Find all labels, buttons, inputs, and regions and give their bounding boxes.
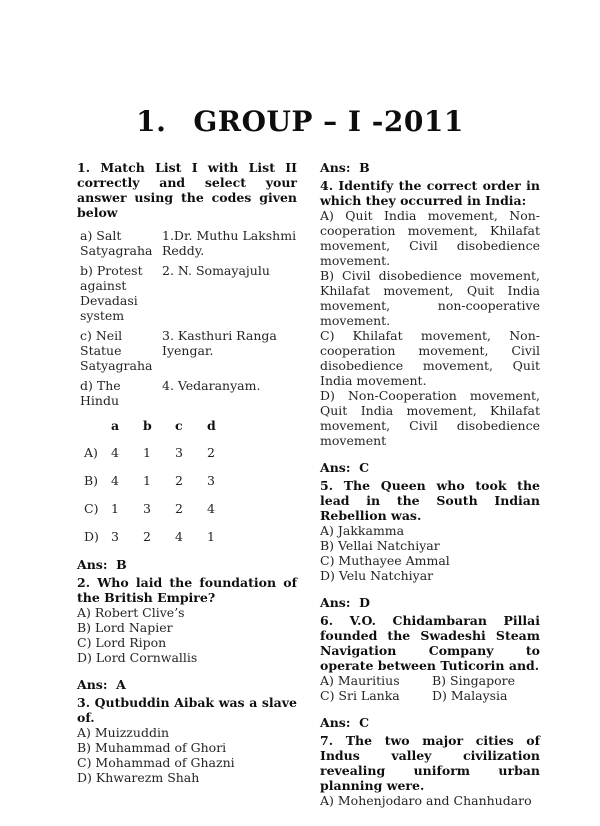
codes-value: 2 xyxy=(175,501,183,516)
match-row xyxy=(80,263,297,323)
option-line: D) Non-Cooperation movement, Quit India movement, Khilafat movement, Civil disobedience movement xyxy=(320,388,540,448)
codes-value: 3 xyxy=(175,445,183,460)
codes-value: 1 xyxy=(111,501,119,516)
codes-row-label: C) xyxy=(84,501,99,516)
codes-value: 1 xyxy=(207,529,215,544)
match-list1-cell: b) Protest against Devadasi system xyxy=(80,263,143,323)
question-5-heading: 5. The Queen who took the lead in the South Indian Rebellion was. xyxy=(320,478,540,523)
codes-header-b: b xyxy=(143,418,152,433)
match-list1-cell: c) Neil Statue Satyagraha xyxy=(80,328,153,373)
codes-header-c: c xyxy=(175,418,183,433)
codes-corner-cell xyxy=(84,418,111,433)
match-list1-cell: a) Salt Satyagraha xyxy=(80,228,153,258)
option-line: C) Sri Lanka xyxy=(320,688,400,703)
match-list2-cell: 4. Vedaranyam. xyxy=(162,378,261,393)
answer-line-q2: Ans: A xyxy=(77,677,126,692)
codes-value: 4 xyxy=(111,473,119,488)
match-list2-cell: 1.Dr. Muthu Lakshmi Reddy. xyxy=(162,228,297,258)
answer-line-q3: Ans: B xyxy=(320,160,370,175)
question-3-heading: 3. Qutbuddin Aibak was a slave of. xyxy=(77,695,297,725)
option-line: B) Civil disobedience movement, Khilafat movement, Quit India movement, non-cooperative movement. xyxy=(320,268,540,328)
option-line: C) Muthayee Ammal xyxy=(320,553,450,568)
codes-value: 2 xyxy=(175,473,183,488)
page-title xyxy=(0,104,600,140)
codes-value: 1 xyxy=(143,445,151,460)
question-1-heading: 1. Match List I with List II correctly and select your answer using the codes given below xyxy=(77,160,297,220)
match-list2-cell: 3. Kasthuri Ranga Iyengar. xyxy=(162,328,277,358)
match-row xyxy=(80,328,297,373)
option-line: B) Vellai Natchiyar xyxy=(320,538,440,553)
codes-table xyxy=(77,418,297,544)
option-line: C) Mohammad of Ghazni xyxy=(77,755,235,770)
option-line: A) Jakkamma xyxy=(320,523,405,538)
match-row xyxy=(80,378,297,408)
codes-row xyxy=(84,501,297,516)
option-line: D) Lord Cornwallis xyxy=(77,650,198,665)
option-line: A) Robert Clive’s xyxy=(77,605,185,620)
match-list2-cell: 2. N. Somayajulu xyxy=(162,263,270,278)
codes-header-row xyxy=(84,418,297,433)
codes-row xyxy=(84,473,297,488)
answer-line-q4: Ans: C xyxy=(320,460,370,475)
two-column-body xyxy=(77,160,540,808)
right-column xyxy=(320,160,540,808)
codes-value: 3 xyxy=(111,529,119,544)
codes-value: 3 xyxy=(143,501,151,516)
question-6-heading: 6. V.O. Chidambaran Pillai founded the Swadeshi Steam Navigation Company to operate between Tuticorin and. xyxy=(320,613,540,673)
option-line: D) Malaysia xyxy=(432,688,508,703)
option-line: A) Mauritius xyxy=(320,673,400,688)
codes-value: 2 xyxy=(207,445,215,460)
match-list1-cell: d) The Hindu xyxy=(80,378,121,408)
question-7-heading: 7. The two major cities of Indus valley civilization revealing uniform urban planning were. xyxy=(320,733,540,793)
option-line: B) Lord Napier xyxy=(77,620,173,635)
option-two-column-grid xyxy=(320,673,540,703)
option-line: B) Muhammad of Ghori xyxy=(77,740,227,755)
option-line: A) Quit India movement, Non-cooperation movement, Khilafat movement, Civil disobedience movement. xyxy=(320,208,540,268)
codes-header-d: d xyxy=(207,418,216,433)
question-4-heading: 4. Identify the correct order in which they occurred in India: xyxy=(320,178,540,208)
codes-value: 2 xyxy=(143,529,151,544)
answer-line-q1: Ans: B xyxy=(77,557,127,572)
codes-row xyxy=(84,529,297,544)
codes-value: 4 xyxy=(207,501,215,516)
option-line: C) Lord Ripon xyxy=(77,635,167,650)
left-column xyxy=(77,160,297,808)
answer-line-q5: Ans: D xyxy=(320,595,370,610)
codes-value: 4 xyxy=(175,529,183,544)
option-line: D) Velu Natchiyar xyxy=(320,568,434,583)
answer-line-q6: Ans: C xyxy=(320,715,370,730)
codes-value: 3 xyxy=(207,473,215,488)
option-line: A) Muizzuddin xyxy=(77,725,169,740)
codes-row-label: D) xyxy=(84,529,99,544)
codes-value: 4 xyxy=(111,445,119,460)
codes-row-label: A) xyxy=(84,445,98,460)
codes-header-a: a xyxy=(111,418,120,433)
option-line: A) Mohenjodaro and Chanhudaro xyxy=(320,793,532,808)
match-list-table xyxy=(77,228,297,408)
title-text: GROUP – I -2011 xyxy=(193,105,464,138)
codes-value: 1 xyxy=(143,473,151,488)
question-2-heading: 2. Who laid the foundation of the British Empire? xyxy=(77,575,297,605)
option-line: B) Singapore xyxy=(432,673,516,688)
option-line: C) Khilafat movement, Non-cooperation movement, Civil disobedience movement, Quit India movement. xyxy=(320,328,540,388)
codes-row xyxy=(84,445,297,460)
match-row xyxy=(80,228,297,258)
title-number: 1. xyxy=(136,105,167,138)
option-line: D) Khwarezm Shah xyxy=(77,770,200,785)
codes-row-label: B) xyxy=(84,473,99,488)
